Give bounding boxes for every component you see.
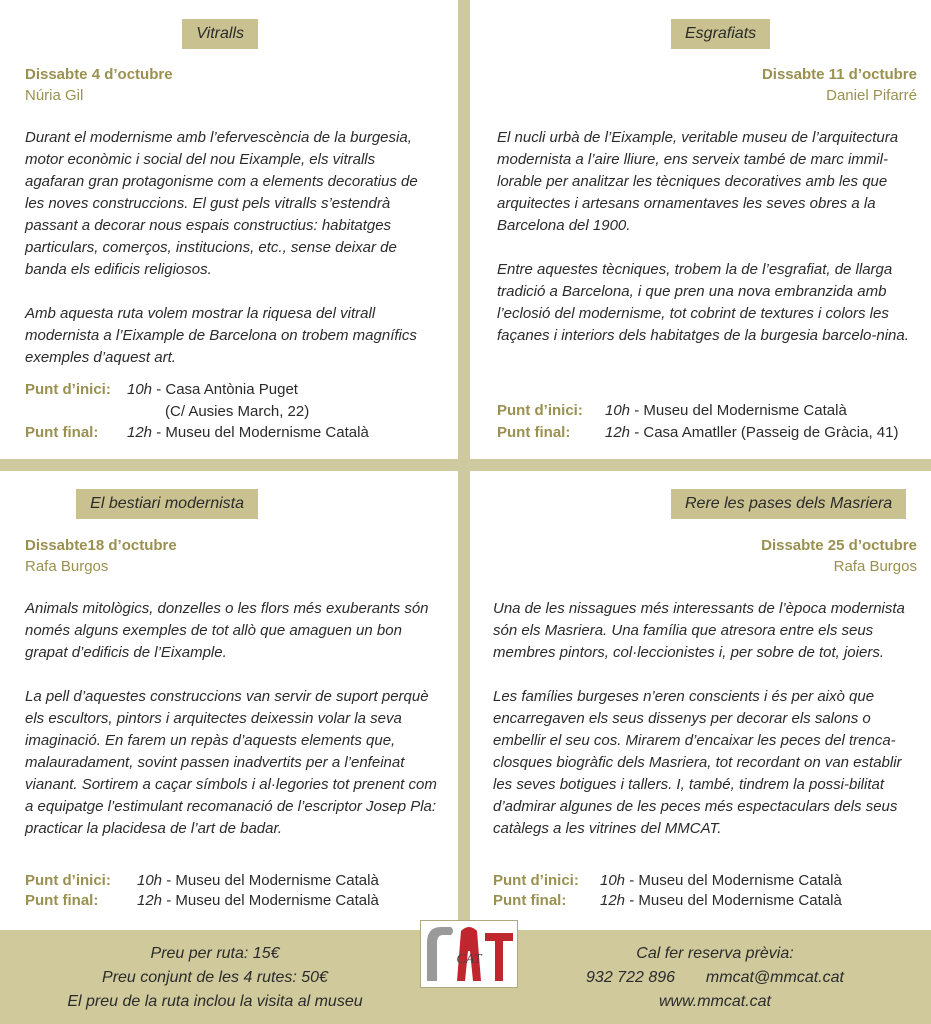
tour-date: Dissabte 4 d’octubre: [25, 66, 173, 83]
end-label: Punt final:: [25, 892, 99, 909]
tour-title-tag: El bestiari modernista: [76, 489, 258, 519]
description-paragraph: La pell d’aquestes construccions van servir de suport perquè els escultors, pintors i arquitectes deixessin volar la seva imaginació. En farem un repàs d’aquests elements que, malauradament, sovint passen inadvertits per a l’enfeinat vianant. Sortirem a caçar símbols i al·legories tot prenent com a equipatge l’estimulant recomanació de l’escriptor Josep Pla: practicar la placidesa de l’art de badar.: [25, 688, 437, 837]
start-place: - Museu del Modernisme Català: [630, 402, 847, 419]
end-place: - Casa Amatller (Passeig de Gràcia, 41): [630, 424, 899, 441]
tour-vitralls: [0, 0, 458, 459]
description-paragraph: Durant el modernisme amb l’efervescència de la burgesia, motor econòmic i social del nou Eixample, els vitralls agafaran gran protagonisme com a elements decoratius de les noves construccions. El gust pels vitralls s’estendrà passant a decorar nous espais constructius: habitatges particulars, comerços, institucions, etc., sense deixar de banda els edificis religiosos.: [25, 129, 418, 278]
cat-logo-icon: [421, 921, 517, 987]
description-paragraph: Les famílies burgeses n’eren conscients i és per això que encarregaven els seus dissenys per decorar els salons o embellir el seu cos. Mirarem d’encaixar les peces del trenca-closques biogràfic dels Masriera, tot recordant on van establir les seves botigues i tallers. I, també, tindrem la possi-bilitat d’admirar algunes de les peces més espectaculars dels seus catàlegs a les vitrines del MMCAT.: [493, 688, 902, 837]
website-link[interactable]: www.mmcat.cat: [658, 993, 771, 1010]
start-address: (C/ Ausies March, 22): [165, 403, 310, 420]
horizontal-divider: [0, 459, 931, 471]
end-label: Punt final:: [497, 424, 571, 441]
contact-line: [540, 966, 890, 990]
tour-title-tag: Rere les pases dels Masriera: [671, 489, 906, 519]
start-label: Punt d’inici:: [493, 872, 579, 889]
start-time: 10h: [600, 872, 626, 889]
tour-date: Dissabte 11 d’octubre: [761, 66, 917, 83]
tour-guide: Rafa Burgos: [25, 558, 109, 575]
start-place: - Casa Antònia Puget: [152, 381, 298, 398]
end-time: 12h: [127, 424, 153, 441]
reservation-note: Cal fer reserva prèvia:: [636, 945, 794, 962]
description-paragraph: Amb aquesta ruta volem mostrar la riquesa del vitrall modernista a l’Eixample de Barcelona on trobem magnífics exemples d’aquest art.: [25, 305, 417, 366]
tour-masriera: [470, 471, 931, 930]
end-time: 12h: [600, 892, 626, 909]
price-info: [30, 942, 400, 1014]
tour-description: [493, 598, 921, 862]
tour-title-tag: Vitralls: [182, 19, 258, 49]
end-place: - Museu del Modernisme Català: [162, 892, 379, 909]
mmcat-logo: [420, 920, 518, 988]
start-label: Punt d’inici:: [497, 402, 583, 419]
start-time: 10h: [605, 402, 631, 419]
tour-guide: Núria Gil: [25, 87, 84, 104]
end-point: [497, 424, 898, 441]
start-point: [497, 402, 847, 419]
start-label: Punt d’inici:: [25, 381, 111, 398]
tour-title-tag: Esgrafiats: [671, 19, 770, 49]
price-includes: El preu de la ruta inclou la visita al museu: [67, 993, 363, 1010]
reservation-info: [540, 942, 890, 1014]
tour-bestiari: [0, 471, 458, 930]
description-paragraph: Animals mitològics, donzelles o les flors més exuberants són només alguns exemples de tot allò que amaguen un bon grapat d’edificis de l’Eixample.: [25, 600, 429, 661]
tour-description: [25, 127, 435, 391]
price-combined: Preu conjunt de les 4 rutes: 50€: [102, 969, 328, 986]
description-paragraph: Entre aquestes tècniques, trobem la de l’esgrafiat, de llarga tradició a Barcelona, i que pren una nova embranzida amb l’eclosió del modernisme, tot cobrint de textures i colors les façanes i interiors dels habitatges de la burgesia barcelo-nina.: [497, 261, 909, 344]
start-point: [25, 381, 298, 398]
tour-guide: Rafa Burgos: [833, 558, 917, 575]
start-label: Punt d’inici:: [25, 872, 111, 889]
description-paragraph: Una de les nissagues més interessants de l’època modernista són els Masriera. Una família que atresora entre els seus membres pintors, col·leccionistes i, per sobre de tot, joiers.: [493, 600, 905, 661]
end-label: Punt final:: [25, 424, 99, 441]
end-label: Punt final:: [493, 892, 567, 909]
tour-guide: Daniel Pifarré: [826, 87, 917, 104]
end-point: [493, 892, 842, 909]
tour-description: [25, 598, 445, 862]
logo-text: CAT: [456, 952, 482, 967]
tour-description: [497, 127, 917, 369]
start-place: - Museu del Modernisme Català: [162, 872, 379, 889]
tour-esgrafiats: [470, 0, 931, 459]
end-time: 12h: [605, 424, 631, 441]
end-point: [25, 892, 379, 909]
email-address[interactable]: mmcat@mmcat.cat: [705, 969, 844, 986]
tour-date: Dissabte 25 d’octubre: [761, 537, 917, 554]
start-place: - Museu del Modernisme Català: [625, 872, 842, 889]
start-point: [493, 872, 842, 889]
start-time: 10h: [127, 381, 153, 398]
end-point: [25, 424, 369, 441]
tour-date: Dissabte18 d’octubre: [25, 537, 177, 554]
start-point: [25, 872, 379, 889]
phone-number: 932 722 896: [586, 969, 676, 986]
end-place: - Museu del Modernisme Català: [152, 424, 369, 441]
description-paragraph: El nucli urbà de l’Eixample, veritable museu de l’arquitectura modernista a l’aire lliure, ens serveix també de marc immil-lorable per analitzar les tècniques decoratives amb les que arquitectes i artesans ornamentaves les seves obres a la Barcelona del 1900.: [497, 129, 899, 234]
price-per-route: Preu per ruta: 15€: [150, 945, 280, 962]
end-place: - Museu del Modernisme Català: [625, 892, 842, 909]
start-time: 10h: [137, 872, 163, 889]
end-time: 12h: [137, 892, 163, 909]
